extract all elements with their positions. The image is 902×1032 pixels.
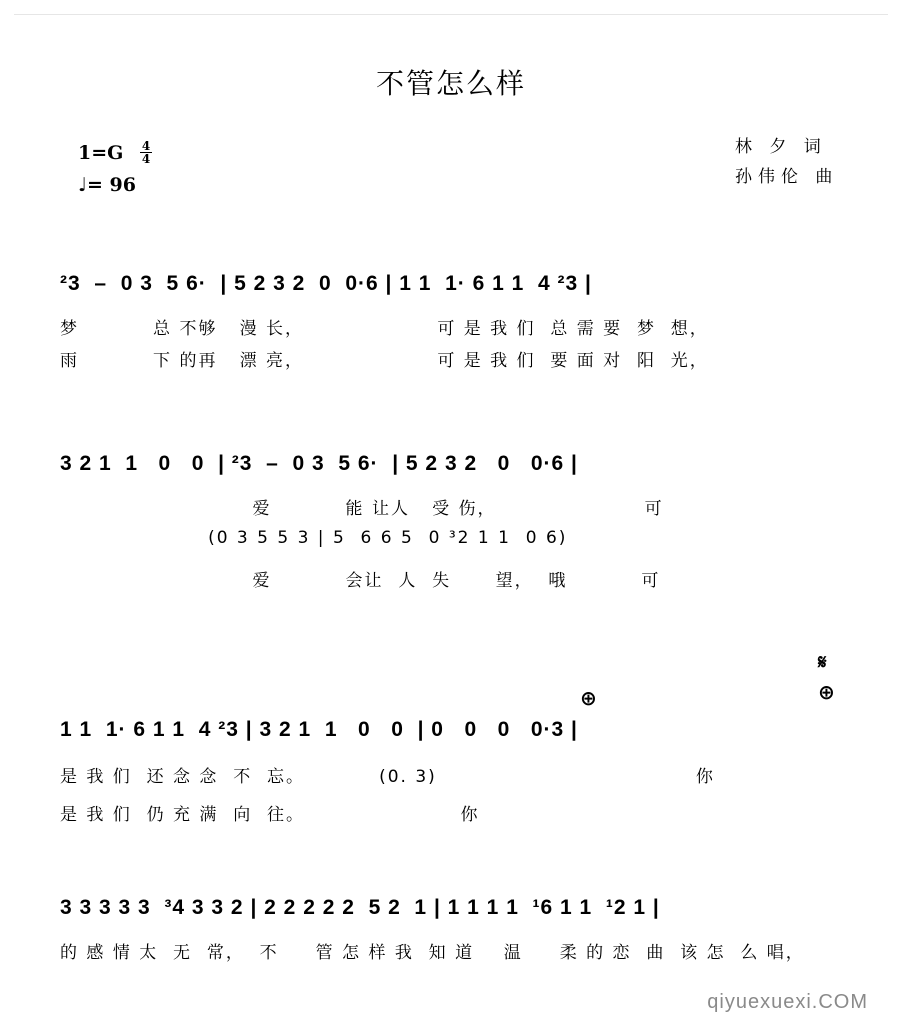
lyric-row-2-verse-2: 爱 会让 人 失 望， 哦 可 — [60, 571, 661, 591]
watermark: qiyuexuexi.COM — [707, 991, 868, 1013]
song-title: 不管怎么样 — [375, 67, 526, 100]
lyric-row-1-verse-2: 雨 下 的再 漂 亮， 可 是 我 们 要 面 对 阳 光， — [60, 351, 709, 371]
notation-row-1: ²3 – 0 3 5 6· | 5 2 3 2 0 0·6 | 1 1 1· 6 1 1 4 ²3 | — [60, 272, 592, 295]
notation-row-4: 3 3 3 3 3 ³4 3 3 2 | 2 2 2 2 2 5 2 1 | 1 1 1 1 ¹6 1 1 ¹2 1 | — [60, 896, 660, 919]
notation-row-2: 3 2 1 1 0 0 | ²3 – 0 3 5 6· | 5 2 3 2 0 0·6 | — [60, 452, 578, 475]
top-rule — [14, 14, 888, 15]
lyric-row-4-verse-1: 的 感 情 太 无 常， 不 管 怎 样 我 知 道 温 柔 的 恋 曲 该 怎 么 唱， — [60, 943, 805, 963]
lyricist-credit: 林 夕 词 — [735, 137, 827, 157]
time-signature-top: 4 — [141, 139, 151, 153]
tempo-marking: ♩= 96 — [78, 174, 136, 196]
lyric-row-1-verse-1: 梦 总 不够 漫 长， 可 是 我 们 总 需 要 梦 想， — [60, 319, 709, 339]
time-signature — [140, 140, 152, 165]
time-signature-bottom: 4 — [141, 152, 151, 166]
composer-credit: 孙伟伦 曲 — [735, 167, 839, 187]
segno-icon: 𝄋 — [818, 650, 827, 674]
lyric-row-3-verse-1: 是 我 们 还 念 念 不 忘。 (0. 3) 你 — [60, 767, 715, 787]
notation-row-3: 1 1 1· 6 1 1 4 ²3 | 3 2 1 1 0 0 | 0 0 0 0·3 | — [60, 718, 578, 741]
coda-icon-2: ⊕ — [818, 680, 835, 704]
lyric-row-2-interlude: (0 3 5 5 3 | 5 6 6 5 0 ³2 1 1 0 6) — [60, 528, 568, 548]
coda-icon: ⊕ — [580, 686, 597, 710]
key-signature: 1=G — [78, 142, 124, 164]
lyric-row-3-verse-2: 是 我 们 仍 充 满 向 往。 你 — [60, 805, 480, 825]
lyric-row-2-verse-1: 爱 能 让人 受 伤， 可 — [60, 499, 664, 519]
